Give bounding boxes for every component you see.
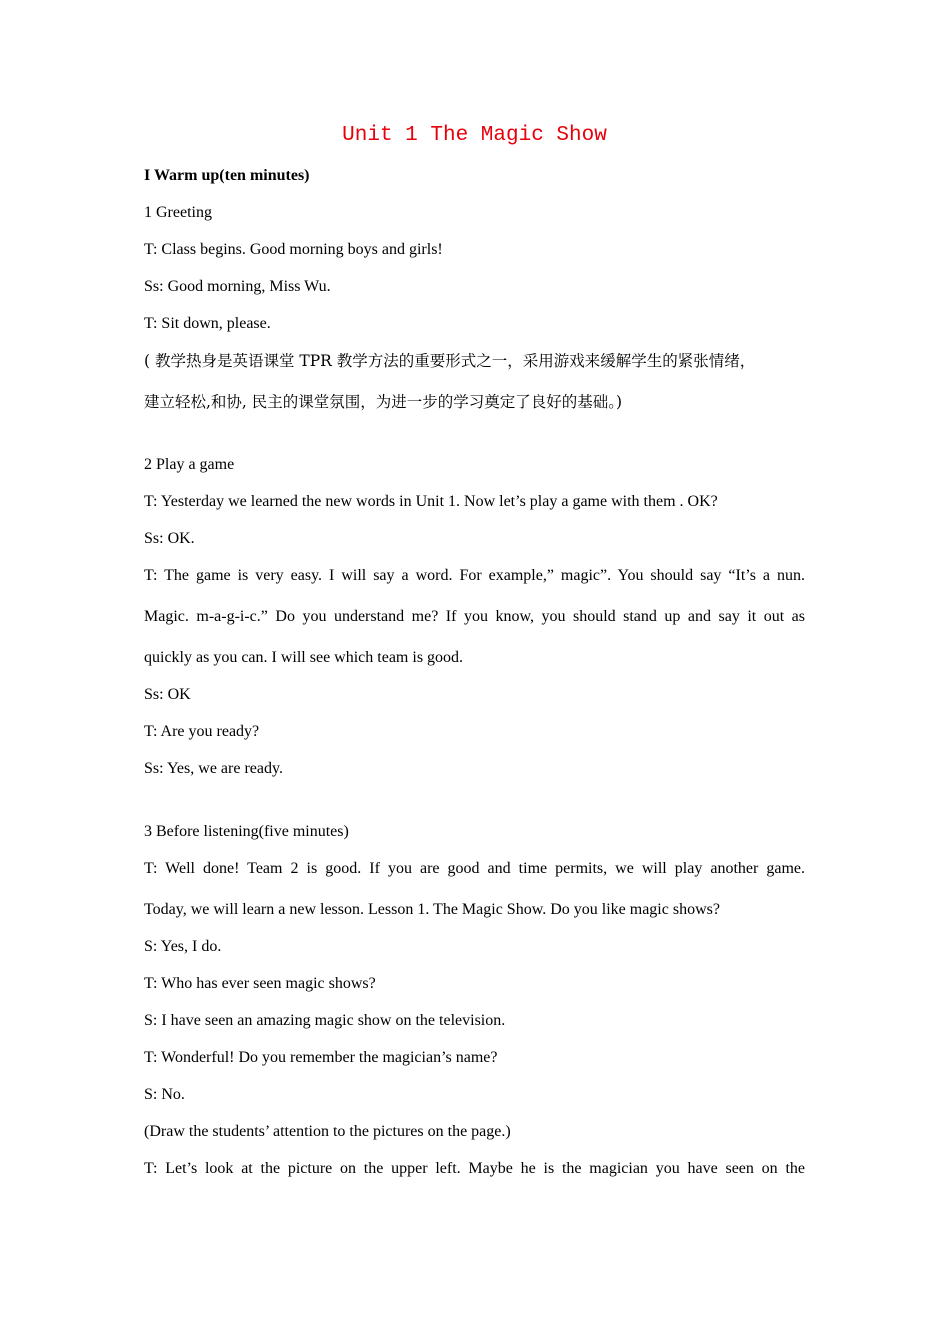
dialogue-line: T: Yesterday we learned the new words in Unit 1. Now let’s play a game with them . OK?: [144, 493, 718, 510]
dialogue-line: T: Who has ever seen magic shows?: [144, 975, 376, 992]
subheading-play-a-game: 2 Play a game: [144, 456, 235, 473]
paragraph-line: quickly as you can. I will see which team is good.: [144, 649, 464, 666]
dialogue-line: T: Are you ready?: [144, 723, 260, 740]
chinese-note-line: 建立轻松,和协, 民主的课堂氛围，为进一步的学习奠定了良好的基础。): [144, 393, 623, 411]
chinese-note-line: ( 教学热身是英语课堂 TPR 教学方法的重要形式之一，采用游戏来缓解学生的紧张情绪，: [144, 352, 756, 370]
dialogue-line: T: Sit down, please.: [144, 315, 271, 332]
dialogue-line: Ss: Yes, we are ready.: [144, 760, 283, 777]
paragraph-line: Today, we will learn a new lesson. Lesson 1. The Magic Show. Do you like magic shows?: [144, 901, 720, 918]
document-title: Unit 1 The Magic Show: [342, 124, 607, 147]
subheading-greeting: 1 Greeting: [144, 204, 212, 221]
dialogue-line: Ss: OK.: [144, 530, 195, 547]
dialogue-line: S: Yes, I do.: [144, 938, 222, 955]
paragraph-line: T: The game is very easy. I will say a word. For example,” magic”. You should say “It’s a nun.: [144, 567, 805, 584]
paragraph-line: Magic. m-a-g-i-c.” Do you understand me? If you know, you should stand up and say it out as: [144, 608, 805, 625]
dialogue-line: S: I have seen an amazing magic show on the television.: [144, 1012, 506, 1029]
dialogue-line: S: No.: [144, 1086, 185, 1103]
section-heading-warm-up: I Warm up(ten minutes): [144, 167, 310, 184]
dialogue-line: Ss: OK: [144, 686, 191, 703]
dialogue-line: T: Wonderful! Do you remember the magician’s name?: [144, 1049, 498, 1066]
stage-direction-line: (Draw the students’ attention to the pictures on the page.): [144, 1123, 511, 1140]
dialogue-line: Ss: Good morning, Miss Wu.: [144, 278, 331, 295]
subheading-before-listening: 3 Before listening(five minutes): [144, 823, 349, 840]
paragraph-line: T: Well done! Team 2 is good. If you are good and time permits, we will play another game.: [144, 860, 805, 877]
paragraph-line: T: Let’s look at the picture on the upper left. Maybe he is the magician you have seen on the: [144, 1160, 805, 1177]
dialogue-line: T: Class begins. Good morning boys and girls!: [144, 241, 443, 258]
